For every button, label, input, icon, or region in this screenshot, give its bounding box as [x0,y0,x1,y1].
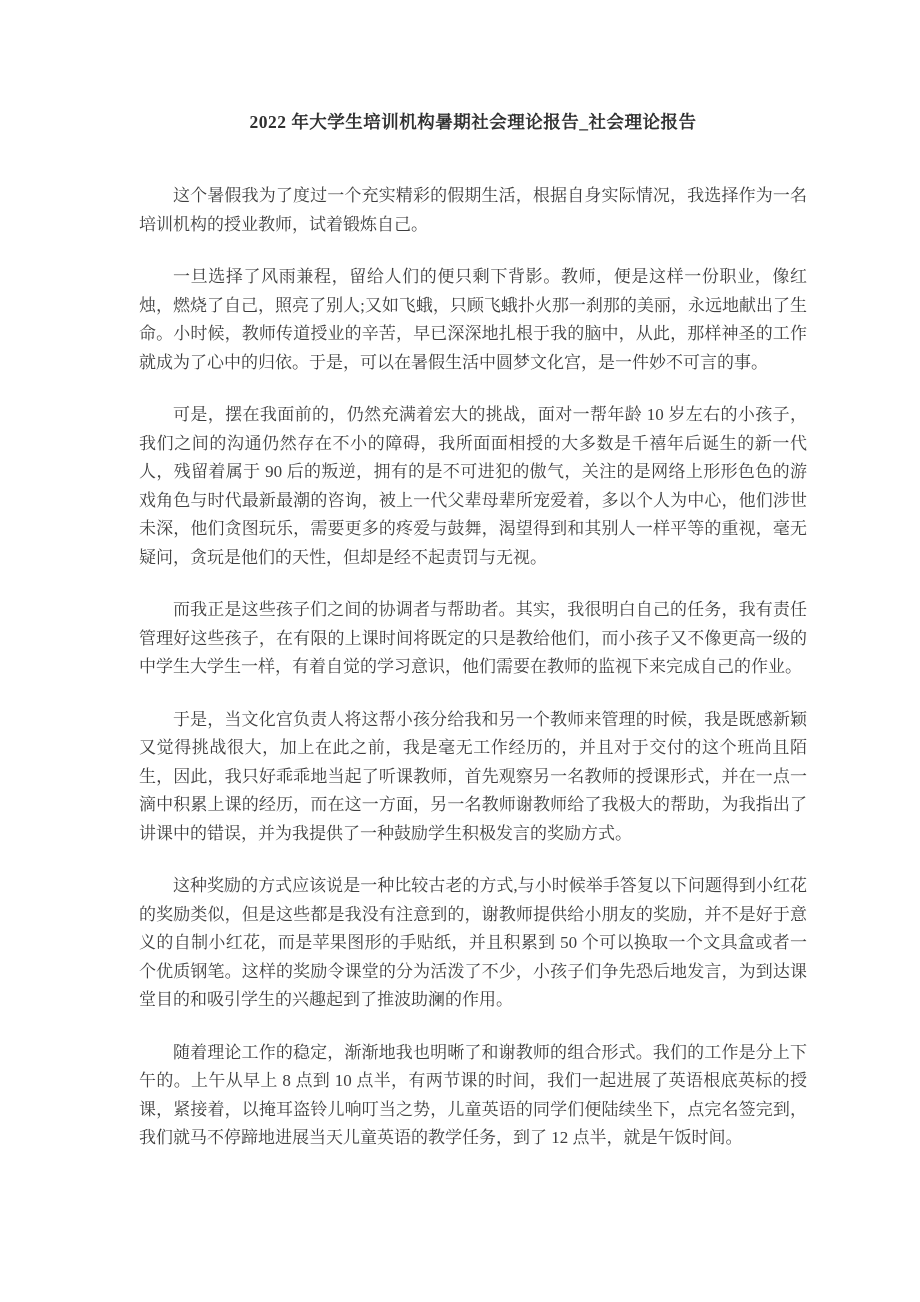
paragraph-3: 可是，摆在我面前的，仍然充满着宏大的挑战，面对一帮年龄 10 岁左右的小孩子，我们之间的沟通仍然存在不小的障碍，我所面面相授的大多数是千禧年后诞生的新一代人，残留着属于 90 后的叛逆，拥有的是不可进犯的傲气，关注的是网络上形形色色的游戏角色与时代最新最潮的咨询，被上一代父辈母辈所宠爱着，多以个人为中心，他们涉世未深，他们贪图玩乐，需要更多的疼爱与鼓舞，渴望得到和其别人一样平等的重视，毫无疑问，贪玩是他们的天性，但却是经不起责罚与无视。 [139,405,807,567]
paragraph-4: 而我正是这些孩子们之间的协调者与帮助者。其实，我很明白自己的任务，我有责任管理好这些孩子，在有限的上课时间将既定的只是教给他们，而小孩子又不像更高一级的中学生大学生一样，有着自觉的学习意识，他们需要在教师的监视下来完成自己的作业。 [139,600,807,676]
paragraph-2: 一旦选择了风雨兼程，留给人们的便只剩下背影。教师，便是这样一份职业，像红烛，燃烧了自己，照亮了别人;又如飞蛾，只顾飞蛾扑火那一刹那的美丽，永远地献出了生命。小时候，教师传道授业的辛苦，早已深深地扎根于我的脑中，从此，那样神圣的工作就成为了心中的归依。于是，可以在暑假生活中圆梦文化宫，是一件妙不可言的事。 [139,267,807,372]
paragraph-7: 随着理论工作的稳定，渐渐地我也明晰了和谢教师的组合形式。我们的工作是分上下午的。上午从早上 8 点到 10 点半，有两节课的时间，我们一起进展了英语根底英标的授课，紧接着，以掩耳盗铃儿响叮当之势，儿童英语的同学们便陆续坐下，点完名签完到，我们就马不停蹄地进展当天儿童英语的教学任务，到了 12 点半，就是午饭时间。 [139,1042,807,1147]
document-title: 2022 年大学生培训机构暑期社会理论报告_社会理论报告 [249,112,697,132]
paragraph-5: 于是，当文化宫负责人将这帮小孩分给我和另一个教师来管理的时候，我是既感新颖又觉得挑战很大，加上在此之前，我是毫无工作经历的，并且对于交付的这个班尚且陌生，因此，我只好乖乖地当起了听课教师，首先观察另一名教师的授课形式，并在一点一滴中积累上课的经历，而在这一方面，另一名教师谢教师给了我极大的帮助，为我指出了讲课中的错误，并为我提供了一种鼓励学生积极发言的奖励方式。 [139,709,807,843]
paragraph-1: 这个暑假我为了度过一个充实精彩的假期生活，根据自身实际情况，我选择作为一名培训机构的授业教师，试着锻炼自己。 [139,186,807,234]
paragraph-6: 这种奖励的方式应该说是一种比较古老的方式,与小时候举手答复以下问题得到小红花的奖励类似，但是这些都是我没有注意到的，谢教师提供给小朋友的奖励，并不是好于意义的自制小红花，而是苹果图形的手贴纸，并且积累到 50 个可以换取一个文具盒或者一个优质钢笔。这样的奖励令课堂的分为活泼了不少，小孩子们争先恐后地发言，为到达课堂目的和吸引学生的兴趣起到了推波助澜的作用。 [139,876,807,1009]
document-body [139,110,807,1177]
